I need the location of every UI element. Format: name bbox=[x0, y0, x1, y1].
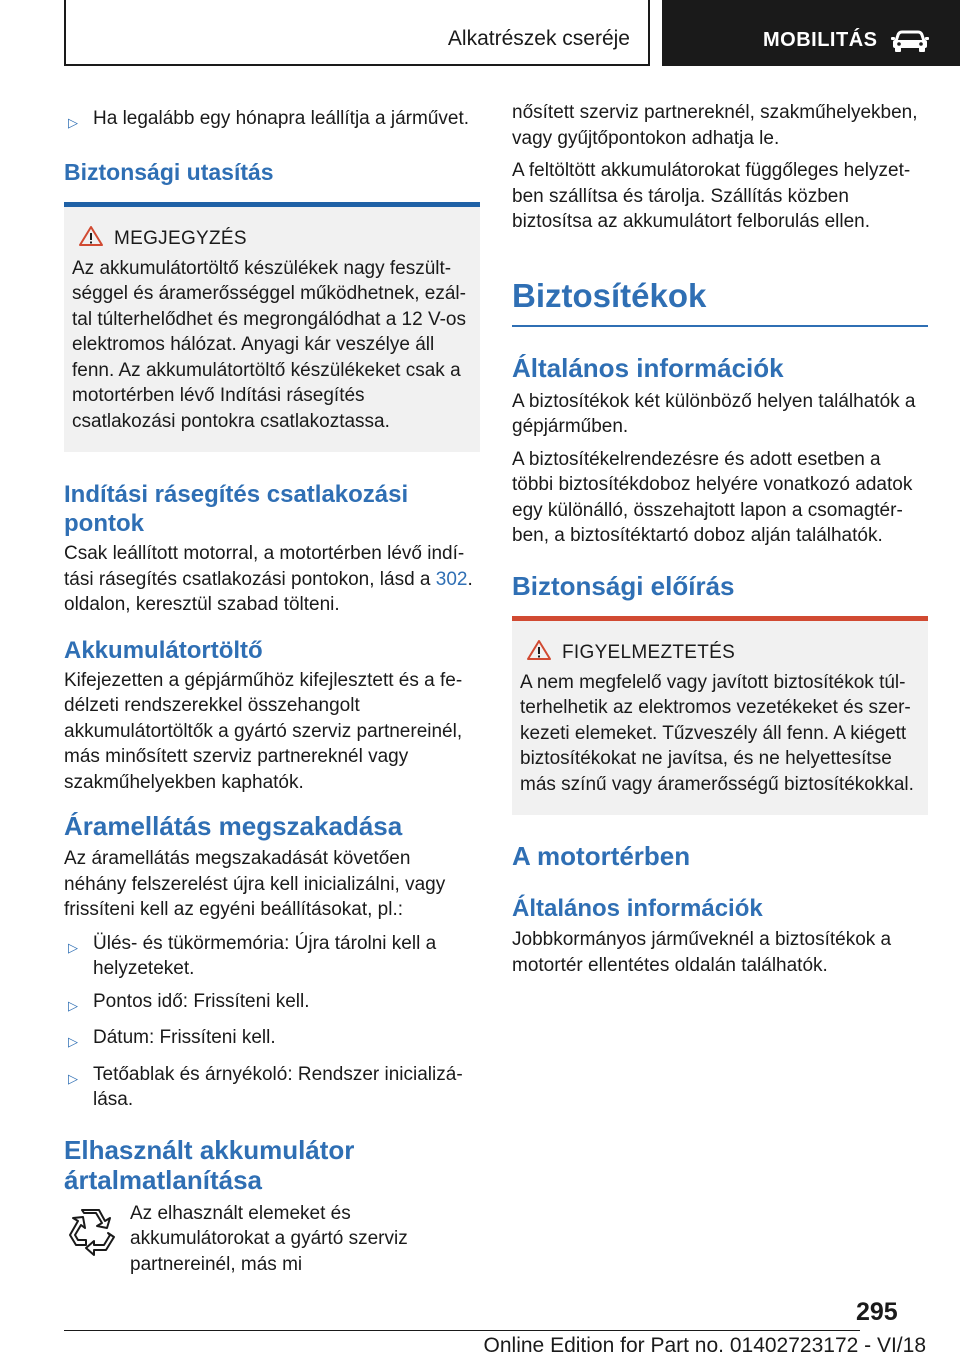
general-info-text-1: A biztosítékok két különböző helyen találhatók a gépjárműben. bbox=[512, 390, 916, 437]
warning-body: A nem megfelelő vagy javított biztosítékok túlterhelhetik az elektromos vezetékeket és szerkezeti elemeket. Tűzveszély áll fenn. A kiégett biztosítékokat ne javítsa, és ne helyettesítse más színű vagy áramerősségű biztosítékokkal. bbox=[520, 671, 914, 795]
bullet-triangle-icon: ▷ bbox=[68, 115, 78, 130]
warning-title: FIGYELMEZTETÉS bbox=[562, 642, 736, 663]
page-header bbox=[0, 0, 960, 66]
note-title: MEGJEGYZÉS bbox=[114, 228, 247, 249]
list-item: ▷ Ha legalább egy hónapra leállítja a járművet. bbox=[64, 106, 480, 136]
note-box bbox=[64, 202, 480, 453]
jump-start-text: Csak leállított motorral, a motortérben lévő indítási rásegítés csatlakozási pontokon, lásd a 302. oldalon, keresztül szabad tölteni. bbox=[64, 543, 473, 615]
disposal-text: Az elhasznált elemeket és akkumulátorokat a gyártó szerviz partnereinél, más mi bbox=[130, 1202, 408, 1275]
warning-box bbox=[512, 616, 928, 816]
car-icon bbox=[891, 27, 929, 53]
disposal-heading: Elhasznált akkumulátor ártalmatlanítása bbox=[64, 1134, 355, 1195]
general-info-heading: Általános információk bbox=[512, 352, 784, 383]
footer-rule bbox=[64, 1330, 860, 1331]
fuses-heading: Biztosítékok bbox=[512, 276, 707, 314]
header-frame bbox=[64, 0, 650, 66]
charger-heading: Akkumulátortöltő bbox=[64, 636, 263, 664]
general-info-text-2: A biztosítékelrendezésre és adott esetben a többi biztosítékdoboz helyére vonatkozó adatok egy különálló, összehajtott lapon a csomagtérben, a biztosítéktartó doboz alján találhatók. bbox=[512, 448, 913, 546]
warning-triangle-icon bbox=[520, 639, 562, 668]
recycle-icon bbox=[64, 1201, 130, 1278]
left-column bbox=[64, 100, 480, 1277]
list-item: ▷ Tetőablak és árnyékoló: Rendszer inicializálása. bbox=[64, 1062, 480, 1113]
bullet-triangle-icon: ▷ bbox=[68, 997, 78, 1013]
page-reference-link[interactable]: 302 bbox=[435, 568, 468, 590]
power-interruption-text: Az áramellátás megszakadását követően néhány felszerelést újra kell inicializálni, vagy frissíteni kell az egyéni beállításokat, pl.: bbox=[64, 848, 446, 920]
section-title: Alkatrészek cseréje bbox=[447, 27, 630, 50]
list-item: ▷ Dátum: Frissíteni kell. bbox=[64, 1025, 480, 1055]
safety-heading: Biztonsági utasítás bbox=[64, 158, 274, 185]
jump-start-heading: Indítási rásegítés csatlakozási pontok bbox=[64, 481, 409, 537]
list-item: ▷ Ülés- és tükörmemória: Újra tárolni kell a helyzeteket. bbox=[64, 931, 480, 982]
note-body: Az akkumulátortöltő készülékek nagy feszültséggel és áramerősséggel működhetnek, ezáltal túlterhelődhet és megrongálódhat a 12 V-os elektromos hálózat. Anyagi kár veszélye áll fenn. Az akkumulátortöltő készülékeket csak a motortérben lévő Indítási rásegítés csatlakozási pontokra csatlakoztassa. bbox=[72, 257, 466, 432]
right-column bbox=[512, 100, 928, 978]
charger-text: Kifejezetten a gépjárműhöz kifejlesztett és a fedélzeti rendszerekkel összehangolt akkumulátortöltők a gyártó szerviz partnereinél, más minősített szerviz partnereknél vagy szakműhelyekben kaphatók. bbox=[64, 669, 463, 793]
engine-general-heading: Általános információk bbox=[512, 895, 763, 922]
warning-title-row bbox=[520, 639, 920, 668]
engine-bay-heading: A motortérben bbox=[512, 841, 691, 871]
warning-triangle-icon bbox=[72, 225, 114, 254]
chapter-tab-label: MOBILITÁS bbox=[763, 29, 878, 51]
page-number: 295 bbox=[856, 1298, 898, 1326]
list-item: ▷ Pontos idő: Frissíteni kell. bbox=[64, 989, 480, 1019]
disposal-continued-text: nősített szerviz partnereknél, szakműhelyekben, vagy gyűjtőpontokon adhatja le. bbox=[512, 102, 918, 149]
safety-rule-heading: Biztonsági előírás bbox=[512, 570, 735, 601]
disposal-row bbox=[64, 1201, 480, 1278]
heading-rule bbox=[512, 325, 928, 327]
power-bullet-list bbox=[64, 931, 480, 1113]
chapter-tab[interactable] bbox=[662, 0, 960, 66]
bullet-triangle-icon: ▷ bbox=[68, 1034, 78, 1049]
engine-text: Jobbkormányos járműveknél a biztosítékok a motortér ellentétes oldalán találhatók. bbox=[512, 929, 892, 976]
edition-text: Online Edition for Part no. 01402723172 - VI/18 bbox=[483, 1334, 926, 1357]
power-interruption-heading: Áramellátás megszakadása bbox=[64, 811, 403, 841]
note-title-row bbox=[72, 225, 472, 254]
bullet-triangle-icon: ▷ bbox=[68, 1070, 78, 1086]
storage-text: A feltöltött akkumulátorokat függőleges helyzetben szállítsa és tárolja. Szállítás közben biztosítsa az akkumulátort felborulás ellen. bbox=[512, 160, 911, 232]
bullet-triangle-icon: ▷ bbox=[68, 939, 78, 955]
